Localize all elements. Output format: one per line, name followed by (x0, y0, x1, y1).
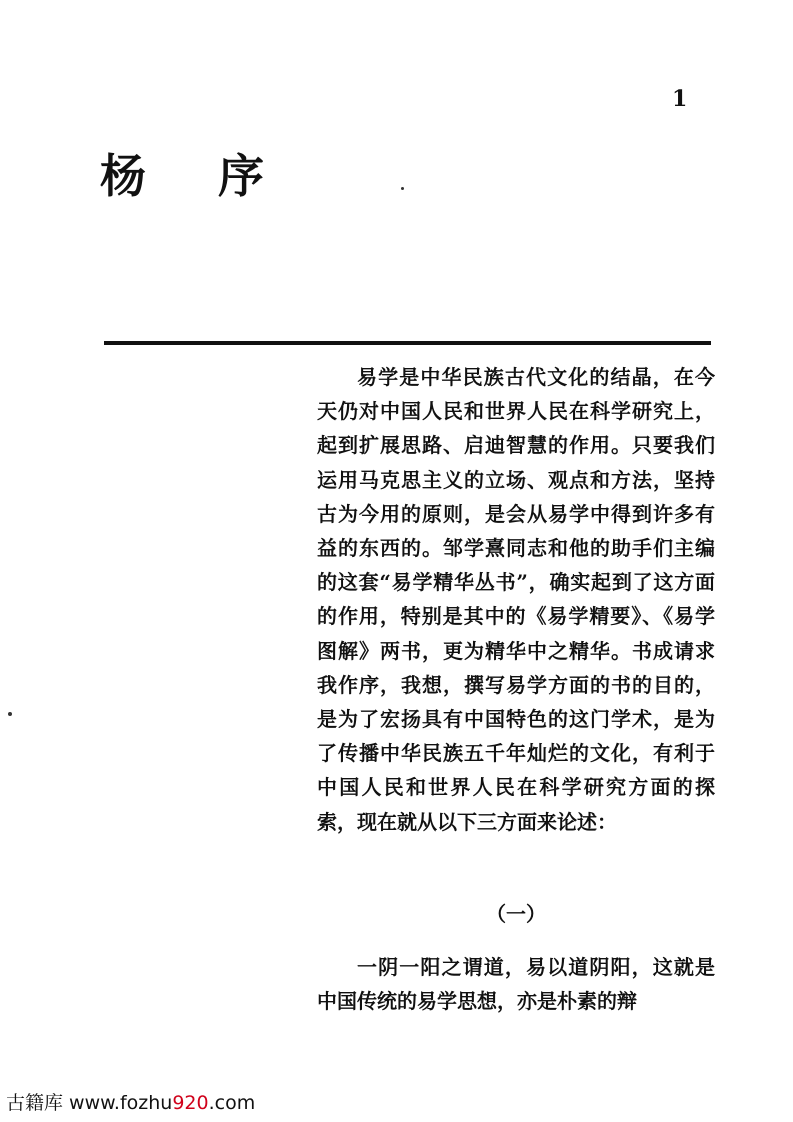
paragraph: 一阴一阳之谓道，易以道阴阳，这就是中国传统的易学思想，亦是朴素的辩 (317, 955, 715, 1014)
chapter-title: 杨 序 (100, 149, 293, 203)
section-heading: （一） (486, 902, 546, 926)
body-text-continued (317, 950, 715, 1018)
page-number: 1 (672, 86, 688, 112)
scan-speck (401, 187, 404, 190)
paragraph: 易学是中华民族古代文化的结晶，在今天仍对中国人民和世界人民在科学研究上，起到扩展思路、启迪智慧的作用。只要我们运用马克思主义的立场、观点和方法，坚持古为今用的原则，是会从易学中得到许多有益的东西的。邹学熹同志和他的助手们主编的这套“易学精华丛书”，确实起到了这方面的作用，特别是其中的《易学精要》、《易学图解》两书，更为精华中之精华。书成请求我作序，我想，撰写易学方面的书的目的，是为了宏扬具有中国特色的这门学术，是为了传播中华民族五千年灿烂的文化，有利于中国人民和世界人民在科学研究方面的探索，现在就从以下三方面来论述： (317, 365, 715, 834)
site-watermark (6, 1088, 255, 1115)
watermark-number: 920 (172, 1092, 209, 1114)
scan-speck (8, 712, 12, 716)
watermark-prefix: 古籍库 www.fozhu (6, 1092, 173, 1114)
watermark-suffix: .com (208, 1092, 256, 1114)
title-divider (104, 341, 711, 345)
body-text (317, 360, 715, 839)
